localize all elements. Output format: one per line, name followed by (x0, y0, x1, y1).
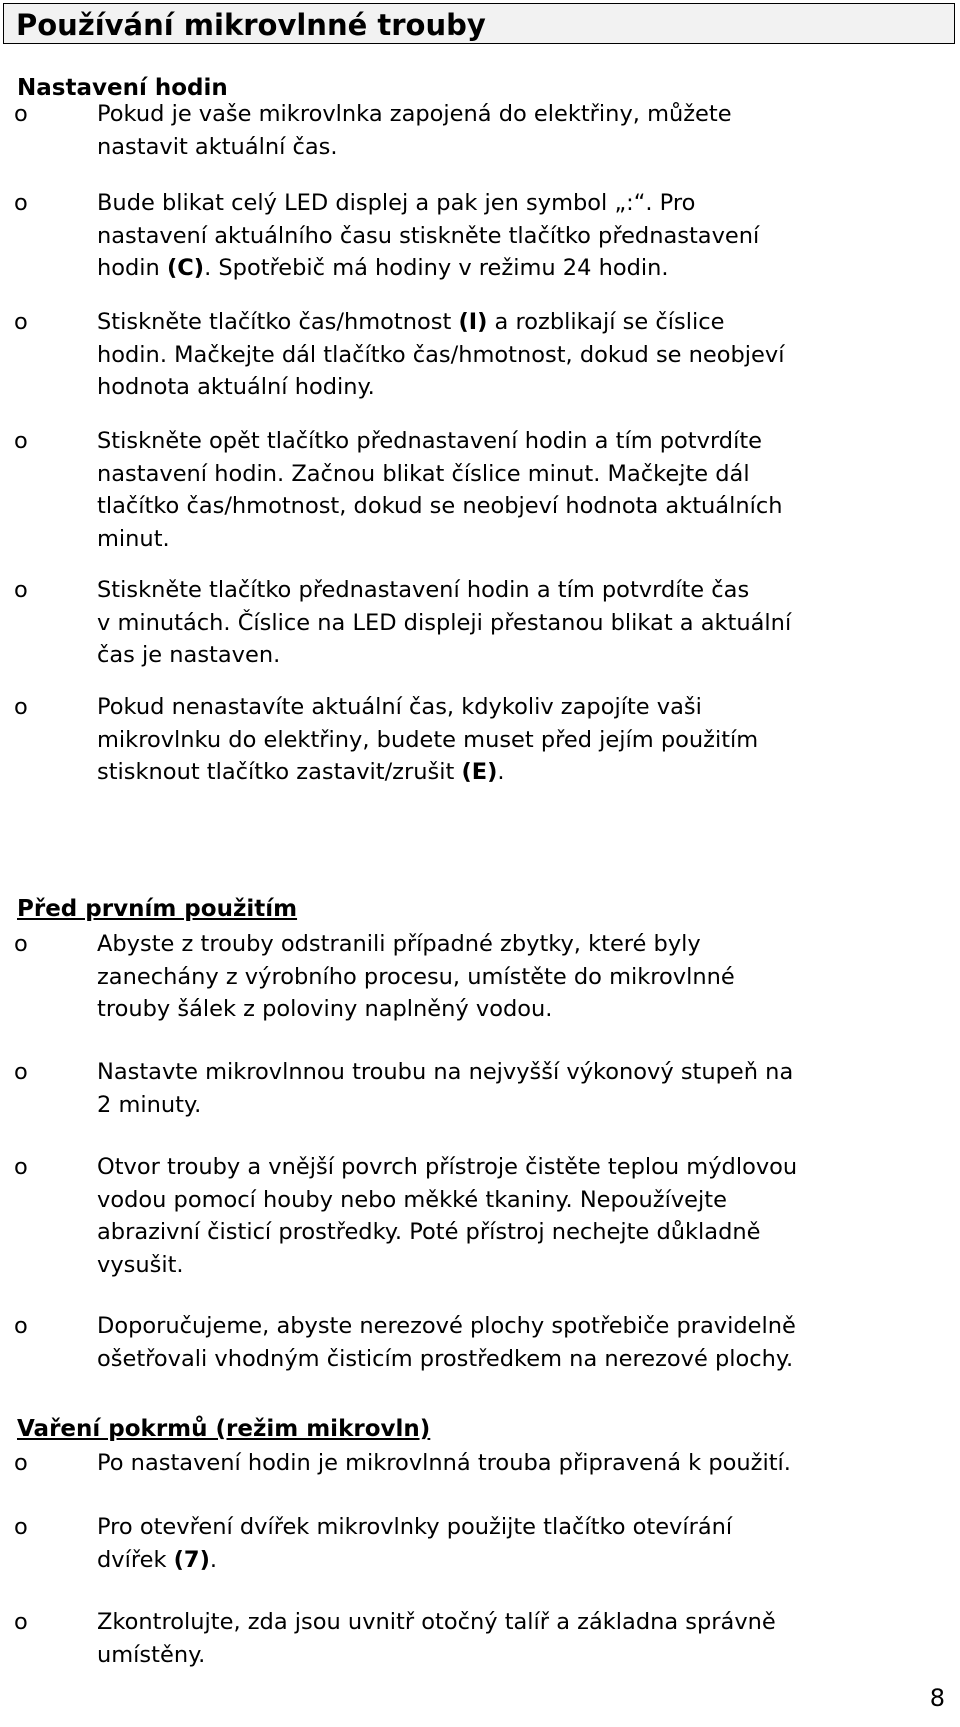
list-item (14, 187, 944, 285)
list-item (14, 306, 944, 404)
bullet: o (14, 428, 28, 454)
bullet: o (14, 190, 28, 216)
list-item-text: Stiskněte tlačítko přednastavení hodin a tím potvrdíte čas v minutách. Číslice na LED displeji přestanou blikat a aktuální čas je nastaven. (97, 577, 792, 668)
bullet: o (14, 1313, 28, 1339)
list-item-text: Pokud je vaše mikrovlnka zapojená do elektřiny, můžete nastavit aktuální čas. (97, 101, 732, 160)
bullet: o (14, 694, 28, 720)
list-item (14, 425, 944, 555)
bullet: o (14, 1609, 28, 1635)
bullet: o (14, 1059, 28, 1085)
list-item-text: Otvor trouby a vnější povrch přístroje čistěte teplou mýdlovou vodou pomocí houby nebo měkké tkaniny. Nepoužívejte abrazivní čisticí prostředky. Poté přístroj nechejte důkladně vysušit. (97, 1154, 798, 1278)
section-heading-cooking: Vaření pokrmů (režim mikrovln) (17, 1416, 431, 1442)
page-number: 8 (929, 1684, 945, 1712)
list-item (14, 691, 944, 789)
section-heading-clock: Nastavení hodin (17, 75, 228, 101)
list-item (14, 1447, 944, 1480)
bullet: o (14, 309, 28, 335)
list-item-text: Abyste z trouby odstranili případné zbytky, které byly zanechány z výrobního procesu, umístěte do mikrovlnné trouby šálek z poloviny naplněný vodou. (97, 931, 735, 1022)
list-item-text: Doporučujeme, abyste nerezové plochy spotřebiče pravidelně ošetřovali vhodným čisticím prostředkem na nerezové plochy. (97, 1313, 796, 1372)
list-item (14, 1310, 944, 1375)
list-item (14, 1056, 944, 1121)
title-box (3, 3, 955, 44)
key-label-c: (C) (166, 255, 205, 281)
key-label-7: (7) (173, 1546, 210, 1573)
bullet: o (14, 577, 28, 603)
page-title: Používání mikrovlnné trouby (16, 8, 486, 42)
list-item-text: Po nastavení hodin je mikrovlnná trouba připravená k použití. (97, 1450, 791, 1476)
bullet: o (14, 931, 28, 957)
list-item (14, 1511, 944, 1576)
list-item-text: Pokud nenastavíte aktuální čas, kdykoliv zapojíte vaši mikrovlnku do elektřiny, budete muset před jejím použitím stisknout tlačítko zastavit/zrušit (E). (97, 694, 759, 785)
key-label-i: (I) (458, 309, 488, 335)
list-item (14, 1606, 944, 1671)
list-item-text: Zkontrolujte, zda jsou uvnitř otočný talíř a základna správně umístěny. (97, 1609, 776, 1668)
list-item-text: Stiskněte opět tlačítko přednastavení hodin a tím potvrdíte nastavení hodin. Začnou blikat číslice minut. Mačkejte dál tlačítko čas/hmotnost, dokud se neobjeví hodnota aktuálních minut. (97, 428, 783, 552)
bullet: o (14, 1154, 28, 1180)
list-item (14, 1151, 944, 1281)
list-item-text: Nastavte mikrovlnnou troubu na nejvyšší výkonový stupeň na 2 minuty. (97, 1059, 794, 1118)
list-item-text: Pro otevření dvířek mikrovlnky použijte tlačítko otevírání dvířek (7). (97, 1514, 733, 1573)
list-item-text: Stiskněte tlačítko čas/hmotnost (I) a rozblikají se číslice hodin. Mačkejte dál tlačítko čas/hmotnost, dokud se neobjeví hodnota aktuální hodiny. (97, 309, 785, 400)
bullet: o (14, 101, 28, 127)
section-heading-first-use: Před prvním použitím (17, 896, 298, 922)
list-item-text: Bude blikat celý LED displej a pak jen symbol „:“. Pro nastavení aktuálního času stiskněte tlačítko přednastavení hodin (C). Spotřebič má hodiny v režimu 24 hodin. (97, 190, 760, 281)
list-item (14, 928, 944, 1026)
list-item (14, 574, 944, 672)
key-label-e: (E) (461, 759, 498, 785)
list-item (14, 98, 944, 163)
bullet: o (14, 1450, 28, 1476)
bullet: o (14, 1514, 28, 1540)
